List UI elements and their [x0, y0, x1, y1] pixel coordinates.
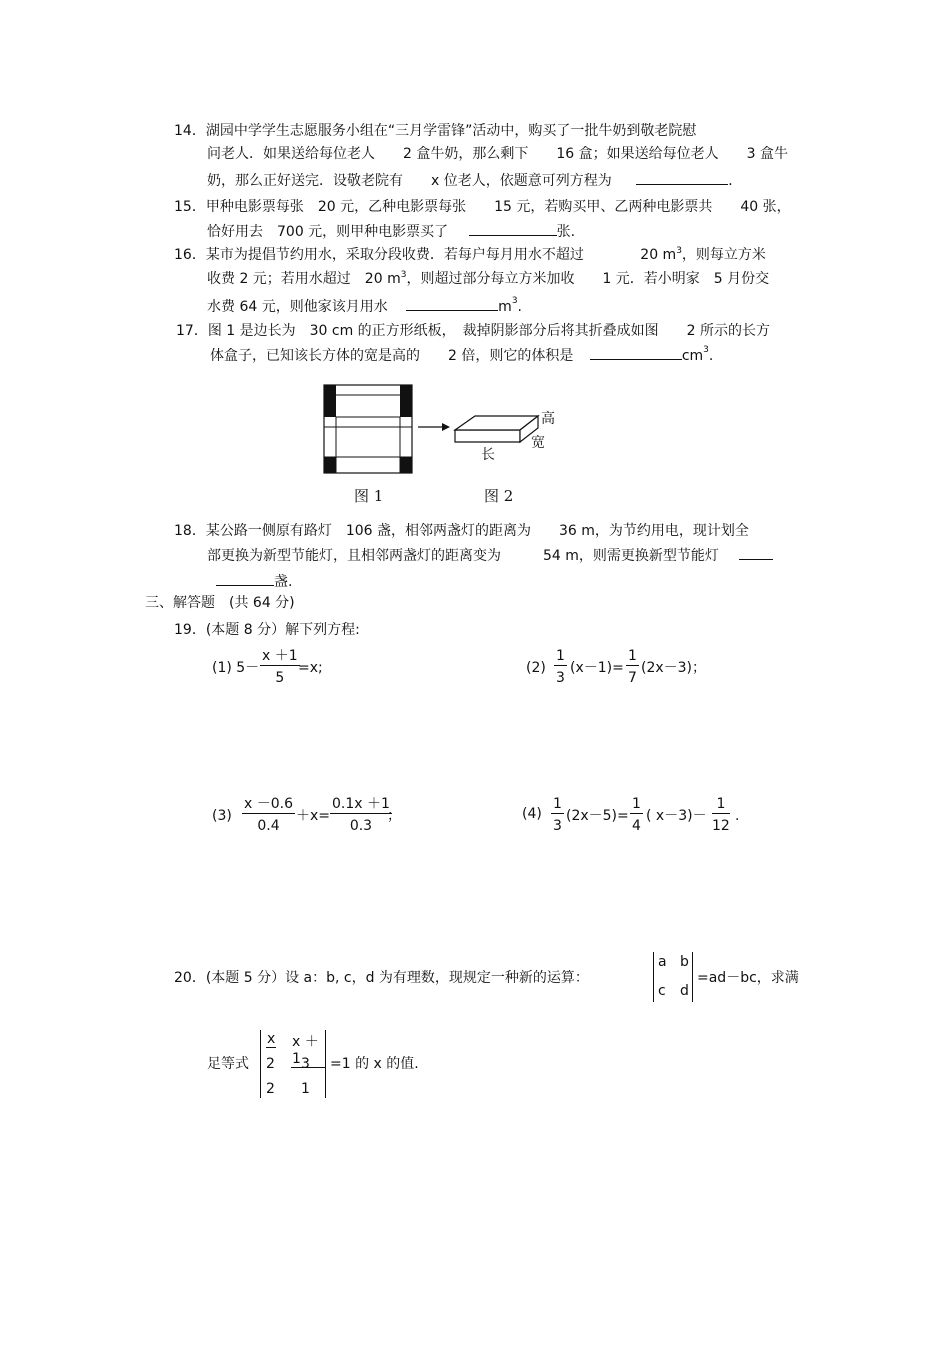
q19-p4-tail: . [735, 808, 740, 824]
q19-p3-mid: ＋x= [296, 808, 331, 824]
q19-p2-f2-num: 1 [628, 648, 637, 664]
det2-r1c1: x [267, 1031, 276, 1047]
det2-r3c1: 2 [266, 1081, 275, 1097]
q14-line-1: 14．湖园中学学生志愿服务小组在“三月学雷锋”活动中，购买了一批牛奶到敬老院慰 [174, 123, 697, 139]
q16-line-2 [207, 270, 769, 288]
q19-p4-f3-den: 12 [712, 818, 730, 834]
q16-line-3-text: 水费 64 元，则他家该月用水 [207, 299, 388, 315]
q17-unit: cm [681, 348, 704, 364]
q20-line-2: 足等式 [207, 1056, 249, 1072]
q17-line-2-text: 体盒子，已知该长方体的宽是高的 2 倍，则它的体积是 [210, 348, 574, 364]
q19-p4-f2-num: 1 [632, 796, 641, 812]
q19-p4-fraction-1 [551, 796, 564, 834]
q19-p3-f2-den: 0.3 [349, 818, 373, 834]
det2-r2c2: 3 [301, 1056, 310, 1072]
q18-line-1: 18．某公路一侧原有路灯 106 盏，相邻两盏灯的距离为 36 m，为节约用电，现计划全 [174, 523, 749, 539]
q19-p3-fraction-1 [242, 796, 295, 834]
q18-line-2 [207, 545, 773, 565]
q20-line-1: 20．(本题 5 分）设 a：b, c，d 为有理数，现规定一种新的运算： [174, 970, 589, 986]
det-b: b [680, 954, 689, 970]
q19-p1-tail: =x; [298, 660, 323, 676]
q19-p4-f2-den: 4 [632, 818, 641, 834]
shaded-corner-bottom-right [400, 457, 412, 473]
q19-p4-mid: (2x－5)= [566, 808, 629, 824]
q19-p4-fraction-3 [712, 796, 730, 834]
det-c: c [658, 983, 666, 999]
q14-answer-blank[interactable] [636, 170, 728, 185]
q19-p2-mid: (x－1)= [570, 660, 624, 676]
q15-line-1: 15．甲种电影票每张 20 元，乙种电影票每张 15 元，若购买甲、乙两种电影票共 40 张， [174, 199, 791, 215]
q17-line-1: 17．图 1 是边长为 30 cm 的正方形纸板， 裁掉阴影部分后将其折叠成如图 2 所示的长方 [176, 323, 771, 339]
figure-label-height: 高 [541, 411, 555, 427]
shaded-strip-top-right [400, 385, 412, 417]
det-a: a [658, 954, 667, 970]
q16-line-2-text: 收费 2 元；若用水超过 20 m [207, 271, 401, 287]
q19-p1-denominator: 5 [275, 670, 285, 686]
q19-p1-label: (1) 5－ [212, 660, 260, 676]
det2-r3c2: 1 [301, 1081, 310, 1097]
q18-line-3-end: 盏. [274, 574, 293, 590]
q19-p2-f2-den: 7 [628, 670, 637, 686]
q19-p2-label: (2) [526, 660, 546, 676]
q20-line-1-end: =ad－bc，求满 [697, 970, 799, 986]
q18-answer-blank-part-1[interactable] [739, 545, 773, 560]
q14-line-2: 问老人．如果送给每位老人 2 盒牛奶，那么剩下 16 盒；如果送给每位老人 3 盒牛 [207, 146, 788, 162]
shaded-corner-bottom-left [324, 457, 336, 473]
q19-p1-fraction [260, 648, 300, 686]
q16-line-1-text: 16．某市为提倡节约用水，采取分段收费．若每户每月用水不超过 [174, 247, 584, 263]
q19-p3-f1-num: x －0.6 [244, 796, 293, 812]
q17-line-2 [210, 345, 713, 365]
q16-sup-2: 3 [400, 270, 407, 280]
q19-p4-f3-num: 1 [712, 796, 730, 814]
q19-p4-fraction-2 [630, 796, 643, 834]
q20-determinant-2x2 [653, 952, 693, 1002]
q19-p4-mid-2: ( x－3)－ [646, 808, 707, 824]
q16-line-1-value: 20 m [640, 247, 677, 263]
q16-sup-1: 3 [676, 246, 682, 256]
q19-p2-f1-den: 3 [556, 670, 565, 686]
q19-p3-tail: ； [387, 808, 401, 824]
q19-p2-f1-num: 1 [556, 648, 565, 664]
q15-answer-blank[interactable] [469, 221, 557, 236]
figure1-square [324, 385, 412, 473]
det2-r2c1: 2 [266, 1056, 275, 1072]
q16-answer-blank[interactable] [406, 296, 498, 311]
figure-label-length: 长 [481, 447, 495, 463]
q17-answer-blank[interactable] [590, 345, 682, 360]
q19-p1-numerator: x ＋1 [262, 648, 298, 664]
q17-period: . [708, 348, 714, 364]
q15-line-2 [207, 221, 575, 241]
q19-p3-label: (3) [212, 808, 232, 824]
q19-p4-f1-num: 1 [553, 796, 562, 812]
q15-line-2-end: 张. [556, 224, 576, 240]
q16-line-2-end: ，则超过部分每立方米加收 1 元．若小明家 5 月份交 [406, 271, 770, 287]
arrow [418, 423, 450, 431]
q19-p3-f1-den: 0.4 [257, 818, 280, 834]
shaded-strip-top-left [324, 385, 336, 417]
q16-line-1 [174, 246, 766, 264]
q19-p3-fraction-2 [330, 796, 392, 834]
q17-figure [320, 380, 560, 480]
q18-line-2-text: 部更换为新型节能灯，且相邻两盏灯的距离变为 54 m，则需更换新型节能灯 [207, 548, 719, 564]
q20-determinant-equation [260, 1030, 326, 1098]
q20-line-2-end: =1 的 x 的值. [330, 1056, 419, 1072]
q19-p4-label: (4) [522, 806, 542, 822]
q19-p2-tail: (2x－3)； [641, 660, 707, 676]
q19-p4-f1-den: 3 [553, 818, 562, 834]
q16-unit: m [498, 299, 512, 315]
q19-title: 19．(本题 8 分）解下列方程: [174, 622, 360, 638]
det-d: d [680, 983, 689, 999]
figure2-box [455, 416, 538, 442]
q15-line-2-text: 恰好用去 700 元，则甲种电影票买了 [207, 224, 449, 240]
q16-period: . [517, 299, 522, 315]
q19-p3-f2-num: 0.1x ＋1 [332, 796, 390, 812]
det2-r1c2: x ＋1 [291, 1031, 325, 1068]
q14-line-3 [207, 170, 742, 190]
q17-sup: 3 [703, 345, 709, 355]
q18-line-3 [216, 571, 292, 591]
q18-answer-blank-part-2[interactable] [216, 571, 274, 586]
figure-label-width: 宽 [531, 435, 545, 451]
q16-sup-3: 3 [511, 296, 518, 306]
q19-p2-fraction-2 [626, 648, 639, 686]
q14-line-3-end: ． [728, 173, 743, 189]
q16-line-1-end: ，则每立方米 [681, 247, 766, 263]
q16-line-3 [207, 296, 522, 316]
q14-line-3-text: 奶，那么正好送完．设敬老院有 x 位老人，依题意可列方程为 [207, 173, 612, 189]
q19-p2-fraction-1 [554, 648, 567, 686]
figure2-caption: 图 2 [484, 487, 514, 505]
section-3-heading: 三、解答题 (共 64 分) [145, 595, 295, 611]
figure1-caption: 图 1 [354, 487, 384, 505]
